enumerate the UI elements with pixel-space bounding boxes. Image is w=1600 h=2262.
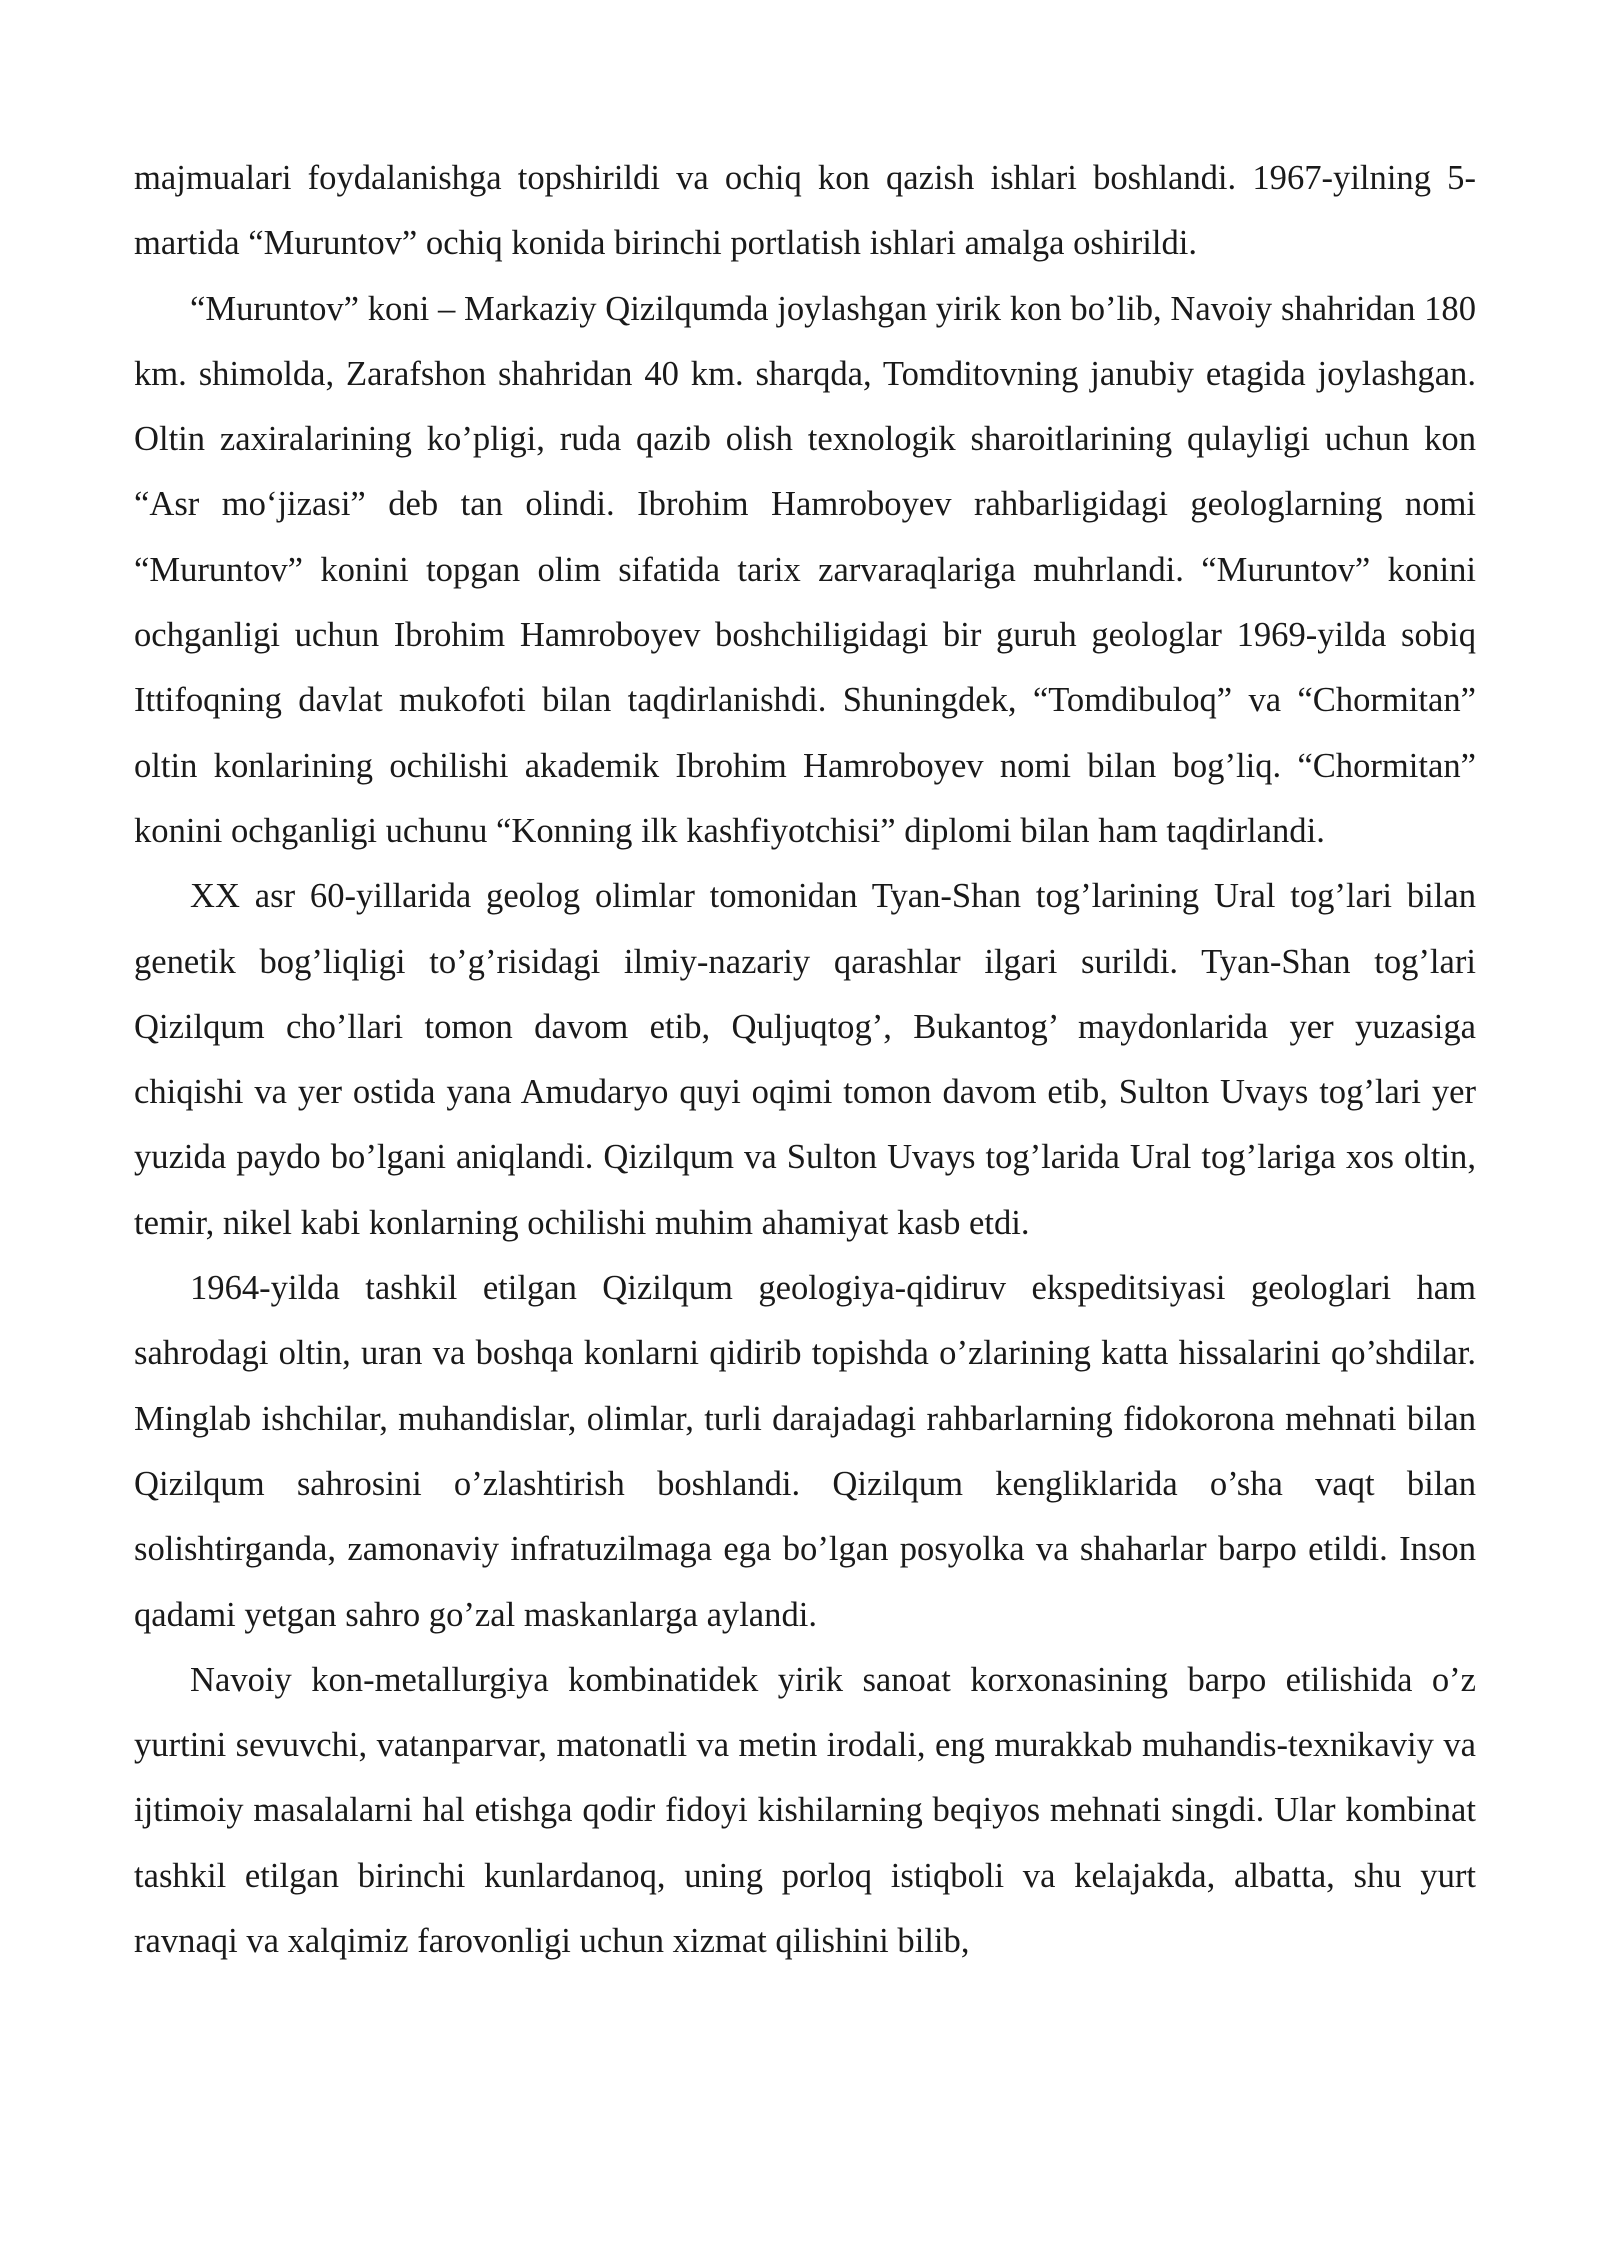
document-page — [134, 146, 1476, 1974]
paragraph-tyan-shan: XX asr 60-yillarida geolog olimlar tomonidan Tyan-Shan tog’larining Ural tog’lari bilan genetik bog’liqligi to’g’risidagi ilmiy-nazariy qarashlar ilgari surildi. Tyan-Shan tog’lari Qizilqum cho’llari tomon davom etib, Quljuqtog’, Bukantog’ maydonlarida yer yuzasiga chiqishi va yer ostida yana Amudaryo quyi oqimi tomon davom etib, Sulton Uvays tog’lari yer yuzida paydo bo’lgani aniqlandi. Qizilqum va Sulton Uvays tog’larida Ural tog’lariga xos oltin, temir, nikel kabi konlarning ochilishi muhim ahamiyat kasb etdi. — [134, 877, 1476, 1242]
paragraph-expedition: 1964-yilda tashkil etilgan Qizilqum geologiya-qidiruv ekspeditsiyasi geologlari ham sahrodagi oltin, uran va boshqa konlarni qidirib topishda o’zlarining katta hissalarini qo’shdilar. Minglab ishchilar, muhandislar, olimlar, turli darajadagi rahbarlarning fidokorona mehnati bilan Qizilqum sahrosini o’zlashtirish boshlandi. Qizilqum kengliklarida o’sha vaqt bilan solishtirganda, zamonaviy infratuzilmaga ega bo’lgan posyolka va shaharlar barpo etildi. Inson qadami yetgan sahro go’zal maskanlarga aylandi. — [134, 1269, 1476, 1634]
paragraph-muruntov: “Muruntov” koni – Markaziy Qizilqumda joylashgan yirik kon bo’lib, Navoiy shahridan 180 km. shimolda, Zarafshon shahridan 40 km. sharqda, Tomditovning janubiy etagida joylashgan. Oltin zaxiralarining ko’pligi, ruda qazib olish texnologik sharoitlarining qulayligi uchun kon “Asr mo‘jizasi” deb tan olindi. Ibrohim Hamroboyev rahbarligidagi geologlarning nomi “Muruntov” konini topgan olim sifatida tarix zarvaraqlariga muhrlandi. “Muruntov” konini ochganligi uchun Ibrohim Hamroboyev boshchiligidagi bir guruh geologlar 1969-yilda sobiq Ittifoqning davlat mukofoti bilan taqdirlanishdi. Shuningdek, “Tomdibuloq” va “Chormitan” oltin konlarining ochilishi akademik Ibrohim Hamroboyev nomi bilan bog’liq. “Chormitan” konini ochganligi uchunu “Konning ilk kashfiyotchisi” diplomi bilan ham taqdirlandi. — [134, 289, 1476, 850]
paragraph-continued: majmualari foydalanishga topshirildi va ochiq kon qazish ishlari boshlandi. 1967-yilning 5-martida “Muruntov” ochiq konida birinchi portlatish ishlari amalga oshirildi. — [134, 159, 1476, 263]
paragraph-navoiy-combine: Navoiy kon-metallurgiya kombinatidek yirik sanoat korxonasining barpo etilishida o’z yurtini sevuvchi, vatanparvar, matonatli va metin irodali, eng murakkab muhandis-texnikaviy va ijtimoiy masalalarni hal etishga qodir fidoyi kishilarning beqiyos mehnati singdi. Ular kombinat tashkil etilgan birinchi kunlardanoq, uning porloq istiqboli va kelajakda, albatta, shu yurt ravnaqi va xalqimiz farovonligi uchun xizmat qilishini bilib, — [134, 1660, 1476, 1961]
